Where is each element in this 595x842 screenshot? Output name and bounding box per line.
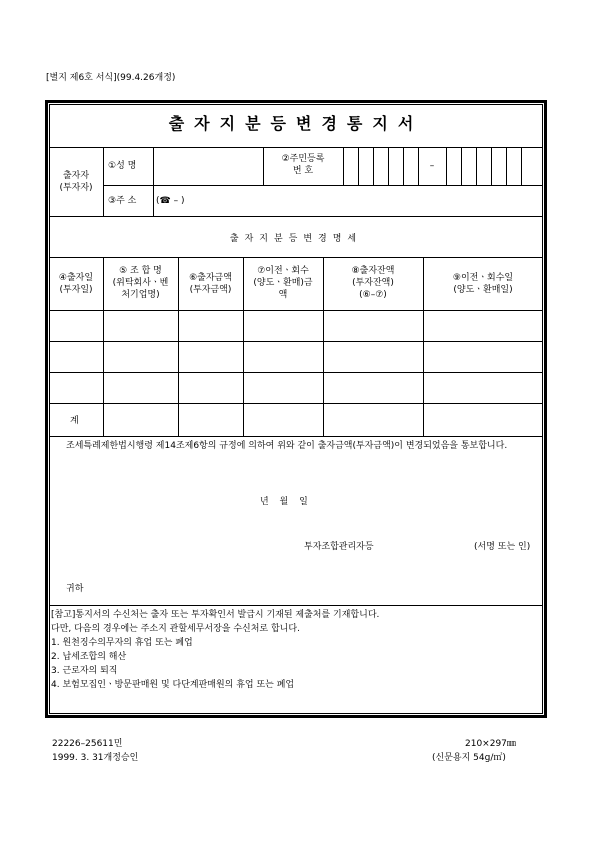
col-header-union: ⑤ 조 합 명 (위탁회사ㆍ벤 처기업명)	[112, 266, 169, 300]
form-title: 출자지분등변경통지서	[168, 114, 424, 133]
note-line: 1. 원천징수의무자의 휴업 또는 폐업	[51, 638, 193, 648]
footer-paper: (신문용지 54g/㎡)	[432, 753, 506, 763]
name-field[interactable]	[154, 148, 262, 184]
note-line: [참고]통지서의 수신처는 출자 또는 투자확인서 발급시 기재된 제출처를 기재합니다.	[51, 610, 380, 620]
note-line: 3. 근로자의 퇴직	[51, 666, 118, 676]
note-line: 4. 보험모집인ㆍ방문판매원 및 다단계판매원의 휴업 또는 폐업	[51, 680, 295, 690]
rrn-dash: –	[429, 161, 435, 171]
col-header-transfer-date: ⑨이전ㆍ회수일 (양도ㆍ환매일)	[452, 273, 514, 295]
notice-text: 조세특례제한법시행령 제14조제6항의 규정에 의하여 위와 같이 출자금액(투자금액)이 변경되었음을 통보합니다.	[66, 441, 508, 451]
table-row[interactable]	[50, 311, 542, 341]
footer-approval: 1999. 3. 31개정승인	[52, 753, 139, 763]
col-header-amount: ⑥출자금액 (투자금액)	[189, 273, 232, 295]
date-line: 년 월 일	[260, 497, 308, 507]
rrn-field[interactable]	[344, 148, 542, 184]
col-header-date: ④출자일 (투자일)	[58, 273, 94, 295]
signer-label: 투자조합관리자등	[304, 542, 374, 552]
sign-mark: (서명 또는 인)	[474, 542, 531, 552]
col-header-balance: ⑧출자잔액 (투자잔액) (⑥–⑦)	[351, 266, 395, 300]
address-field[interactable]	[154, 186, 542, 215]
footer-code: 22226–25611민	[52, 739, 123, 749]
investor-label: 출자자 (투자자)	[59, 171, 93, 193]
recipient-label: 귀하	[66, 584, 84, 594]
address-label: ③주 소	[108, 196, 137, 206]
table-row[interactable]	[50, 342, 542, 372]
note-line: 다만, 다음의 경우에는 주소지 관할세무서장을 수신처로 합니다.	[51, 624, 300, 634]
total-row[interactable]	[104, 404, 542, 436]
name-label: ①성 명	[108, 161, 137, 171]
form-header: [별지 제6호 서식](99.4.26개정)	[46, 73, 176, 83]
address-phone: (☎ – )	[156, 196, 185, 206]
detail-section-title: 출자지분등변경명세	[229, 234, 363, 244]
footer-size: 210×297㎜	[465, 739, 516, 749]
total-label: 계	[70, 416, 79, 426]
col-header-transfer-amount: ⑦이전ㆍ회수 (양도ㆍ환매)금 액	[253, 266, 313, 300]
note-line: 2. 납세조합의 해산	[51, 652, 127, 662]
table-row[interactable]	[50, 373, 542, 403]
rrn-label: ②주민등록 번 호	[281, 154, 325, 176]
